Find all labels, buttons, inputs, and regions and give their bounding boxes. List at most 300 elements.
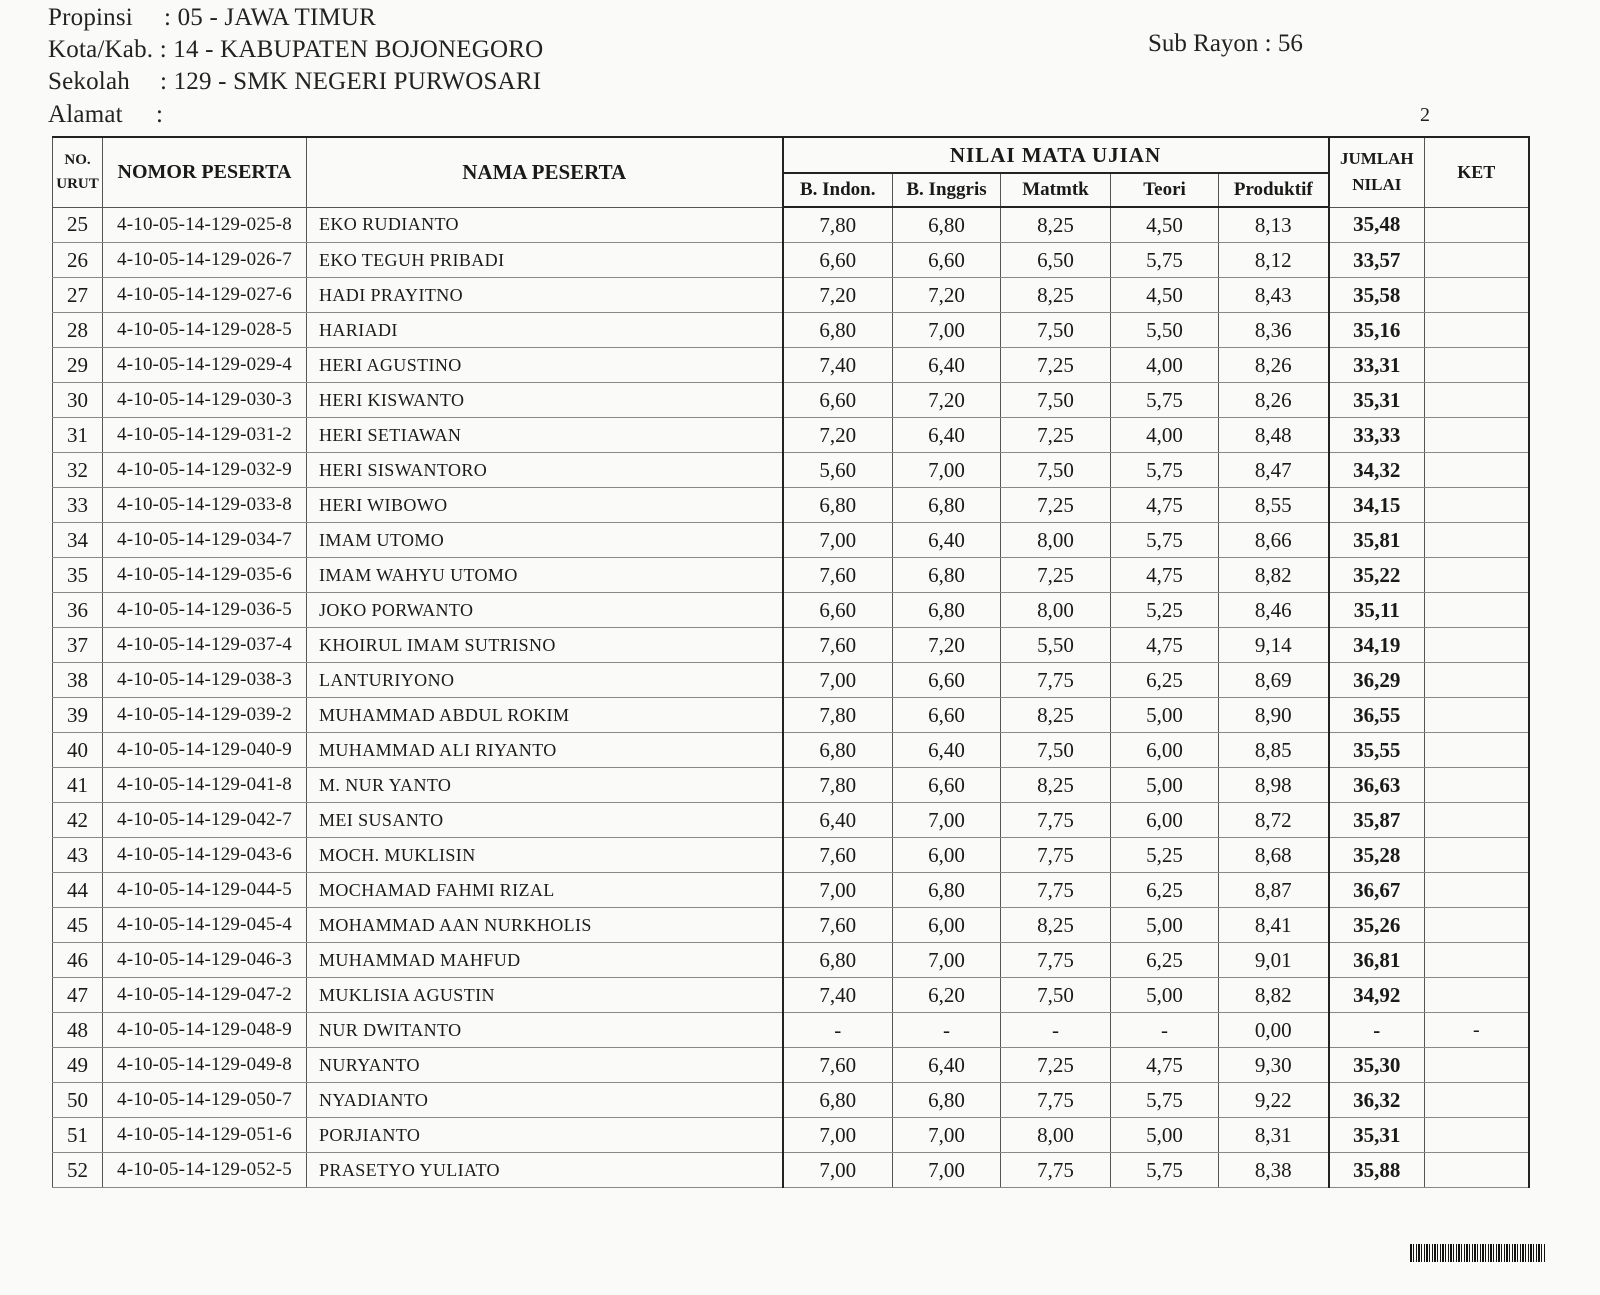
- row-jumlah-nilai: 36,63: [1329, 768, 1425, 803]
- row-matmtk: 8,25: [1001, 278, 1111, 313]
- row-teori: 4,50: [1111, 278, 1219, 313]
- row-nomor-peserta: 4-10-05-14-129-045-4: [103, 908, 307, 943]
- table-row: [53, 453, 1529, 488]
- row-b-indon: 7,00: [783, 1118, 893, 1153]
- row-b-indon: 7,60: [783, 838, 893, 873]
- row-no: 51: [53, 1118, 103, 1153]
- col-b-indon: B. Indon.: [783, 173, 893, 207]
- row-ket: [1425, 1048, 1529, 1083]
- row-teori: 5,50: [1111, 313, 1219, 348]
- row-teori: 5,00: [1111, 1118, 1219, 1153]
- row-jumlah-nilai: 35,81: [1329, 523, 1425, 558]
- row-b-indon: 6,40: [783, 803, 893, 838]
- row-produktif: 8,98: [1219, 768, 1329, 803]
- table-row: [53, 628, 1529, 663]
- row-matmtk: 8,00: [1001, 593, 1111, 628]
- table-row: [53, 1083, 1529, 1118]
- propinsi-line: [48, 4, 376, 32]
- row-produktif: 9,01: [1219, 943, 1329, 978]
- row-teori: 5,75: [1111, 1083, 1219, 1118]
- row-nama-peserta: MUKLISIA AGUSTIN: [307, 978, 783, 1013]
- kota-label: Kota/Kab. :: [48, 36, 167, 63]
- row-jumlah-nilai: 35,87: [1329, 803, 1425, 838]
- row-jumlah-nilai: 35,31: [1329, 383, 1425, 418]
- row-teori: 5,25: [1111, 593, 1219, 628]
- table-row: [53, 1013, 1529, 1048]
- row-produktif: 8,13: [1219, 207, 1329, 243]
- propinsi-label: Propinsi: [48, 4, 133, 31]
- row-nomor-peserta: 4-10-05-14-129-040-9: [103, 733, 307, 768]
- row-b-inggris: 6,60: [893, 243, 1001, 278]
- row-no: 49: [53, 1048, 103, 1083]
- table-body: [53, 207, 1529, 1188]
- row-teori: 4,75: [1111, 558, 1219, 593]
- row-nomor-peserta: 4-10-05-14-129-028-5: [103, 313, 307, 348]
- sub-rayon: Sub Rayon : 56: [1148, 30, 1303, 57]
- table-row: [53, 313, 1529, 348]
- row-jumlah-nilai: 34,32: [1329, 453, 1425, 488]
- row-nomor-peserta: 4-10-05-14-129-046-3: [103, 943, 307, 978]
- row-jumlah-nilai: 36,67: [1329, 873, 1425, 908]
- row-teori: 4,75: [1111, 1048, 1219, 1083]
- row-no: 29: [53, 348, 103, 383]
- col-teori: Teori: [1111, 173, 1219, 207]
- row-produktif: 0,00: [1219, 1013, 1329, 1048]
- row-no: 36: [53, 593, 103, 628]
- row-produktif: 8,31: [1219, 1118, 1329, 1153]
- sekolah-label: Sekolah: [48, 68, 130, 95]
- table-row: [53, 1048, 1529, 1083]
- row-nama-peserta: MUHAMMAD MAHFUD: [307, 943, 783, 978]
- row-nomor-peserta: 4-10-05-14-129-052-5: [103, 1153, 307, 1188]
- row-nama-peserta: MOCH. MUKLISIN: [307, 838, 783, 873]
- row-b-inggris: 6,00: [893, 908, 1001, 943]
- row-teori: 5,00: [1111, 698, 1219, 733]
- row-matmtk: 5,50: [1001, 628, 1111, 663]
- col-nama-peserta: NAMA PESERTA: [307, 137, 783, 207]
- row-b-inggris: 6,40: [893, 733, 1001, 768]
- row-nomor-peserta: 4-10-05-14-129-025-8: [103, 207, 307, 243]
- row-matmtk: 7,75: [1001, 803, 1111, 838]
- row-b-indon: 7,00: [783, 663, 893, 698]
- row-b-inggris: 6,40: [893, 348, 1001, 383]
- row-ket: [1425, 1118, 1529, 1153]
- row-b-inggris: 6,60: [893, 768, 1001, 803]
- col-matmtk: Matmtk: [1001, 173, 1111, 207]
- row-nomor-peserta: 4-10-05-14-129-037-4: [103, 628, 307, 663]
- row-ket: [1425, 243, 1529, 278]
- row-no: 34: [53, 523, 103, 558]
- row-jumlah-nilai: 35,26: [1329, 908, 1425, 943]
- row-b-inggris: 7,00: [893, 803, 1001, 838]
- row-nama-peserta: MOHAMMAD AAN NURKHOLIS: [307, 908, 783, 943]
- row-ket: [1425, 663, 1529, 698]
- row-b-inggris: 7,00: [893, 1118, 1001, 1153]
- row-matmtk: 6,50: [1001, 243, 1111, 278]
- row-produktif: 8,48: [1219, 418, 1329, 453]
- row-jumlah-nilai: 34,92: [1329, 978, 1425, 1013]
- table-row: [53, 838, 1529, 873]
- row-b-indon: 7,60: [783, 628, 893, 663]
- row-produktif: 8,26: [1219, 348, 1329, 383]
- row-b-indon: 6,80: [783, 313, 893, 348]
- row-produktif: 8,87: [1219, 873, 1329, 908]
- row-matmtk: 8,00: [1001, 1118, 1111, 1153]
- table-row: [53, 873, 1529, 908]
- table-row: [53, 733, 1529, 768]
- row-b-indon: 7,40: [783, 978, 893, 1013]
- alamat-value: :: [156, 101, 164, 128]
- row-no: 26: [53, 243, 103, 278]
- row-nama-peserta: NYADIANTO: [307, 1083, 783, 1118]
- row-nama-peserta: MUHAMMAD ABDUL ROKIM: [307, 698, 783, 733]
- row-no: 27: [53, 278, 103, 313]
- table-row: [53, 418, 1529, 453]
- row-no: 37: [53, 628, 103, 663]
- table-row: [53, 663, 1529, 698]
- row-b-inggris: 6,80: [893, 207, 1001, 243]
- row-jumlah-nilai: 35,22: [1329, 558, 1425, 593]
- table-row: [53, 207, 1529, 243]
- row-ket: [1425, 313, 1529, 348]
- sekolah-value: : 129 - SMK NEGERI PURWOSARI: [160, 68, 542, 95]
- row-ket: [1425, 383, 1529, 418]
- alamat-line: [48, 101, 163, 129]
- row-nama-peserta: IMAM UTOMO: [307, 523, 783, 558]
- row-produktif: 8,90: [1219, 698, 1329, 733]
- row-ket: [1425, 1153, 1529, 1188]
- row-teori: 5,00: [1111, 768, 1219, 803]
- kota-value: 14 - KABUPATEN BOJONEGORO: [166, 36, 544, 63]
- row-nomor-peserta: 4-10-05-14-129-050-7: [103, 1083, 307, 1118]
- row-ket: [1425, 803, 1529, 838]
- row-nama-peserta: HERI AGUSTINO: [307, 348, 783, 383]
- row-no: 40: [53, 733, 103, 768]
- row-no: 33: [53, 488, 103, 523]
- row-teori: 5,75: [1111, 523, 1219, 558]
- row-produktif: 8,82: [1219, 978, 1329, 1013]
- row-matmtk: 7,25: [1001, 1048, 1111, 1083]
- row-nama-peserta: MUHAMMAD ALI RIYANTO: [307, 733, 783, 768]
- row-jumlah-nilai: 36,29: [1329, 663, 1425, 698]
- row-produktif: 8,46: [1219, 593, 1329, 628]
- row-b-indon: 6,80: [783, 488, 893, 523]
- row-b-inggris: -: [893, 1013, 1001, 1048]
- row-produktif: 8,36: [1219, 313, 1329, 348]
- row-produktif: 8,55: [1219, 488, 1329, 523]
- row-jumlah-nilai: 35,88: [1329, 1153, 1425, 1188]
- row-jumlah-nilai: 35,11: [1329, 593, 1425, 628]
- col-no-urut: NO. URUT: [53, 137, 103, 207]
- row-no: 52: [53, 1153, 103, 1188]
- row-b-inggris: 6,80: [893, 558, 1001, 593]
- row-teori: 6,25: [1111, 943, 1219, 978]
- row-nomor-peserta: 4-10-05-14-129-044-5: [103, 873, 307, 908]
- row-produktif: 8,38: [1219, 1153, 1329, 1188]
- row-nomor-peserta: 4-10-05-14-129-051-6: [103, 1118, 307, 1153]
- row-produktif: 8,68: [1219, 838, 1329, 873]
- row-b-inggris: 6,80: [893, 873, 1001, 908]
- score-table: [52, 136, 1530, 1188]
- row-no: 47: [53, 978, 103, 1013]
- row-ket: [1425, 418, 1529, 453]
- row-produktif: 8,47: [1219, 453, 1329, 488]
- row-b-indon: -: [783, 1013, 893, 1048]
- row-nama-peserta: HERI SISWANTORO: [307, 453, 783, 488]
- row-teori: 5,75: [1111, 453, 1219, 488]
- row-jumlah-nilai: 36,32: [1329, 1083, 1425, 1118]
- col-nilai-mata-ujian: NILAI MATA UJIAN: [783, 137, 1329, 173]
- row-matmtk: 7,75: [1001, 1083, 1111, 1118]
- row-b-indon: 6,60: [783, 593, 893, 628]
- row-nomor-peserta: 4-10-05-14-129-038-3: [103, 663, 307, 698]
- row-b-inggris: 7,00: [893, 1153, 1001, 1188]
- row-teori: 5,75: [1111, 383, 1219, 418]
- row-nomor-peserta: 4-10-05-14-129-033-8: [103, 488, 307, 523]
- row-produktif: 8,82: [1219, 558, 1329, 593]
- table-row: [53, 523, 1529, 558]
- table-row: [53, 243, 1529, 278]
- row-ket: [1425, 768, 1529, 803]
- col-nomor-peserta: NOMOR PESERTA: [103, 137, 307, 207]
- row-nama-peserta: NUR DWITANTO: [307, 1013, 783, 1048]
- row-nama-peserta: EKO TEGUH PRIBADI: [307, 243, 783, 278]
- row-matmtk: 7,25: [1001, 418, 1111, 453]
- row-nama-peserta: HARIADI: [307, 313, 783, 348]
- row-b-indon: 5,60: [783, 453, 893, 488]
- row-ket: [1425, 488, 1529, 523]
- row-no: 25: [53, 207, 103, 243]
- row-b-inggris: 6,40: [893, 523, 1001, 558]
- row-b-indon: 6,60: [783, 243, 893, 278]
- row-nama-peserta: NURYANTO: [307, 1048, 783, 1083]
- row-teori: 5,00: [1111, 908, 1219, 943]
- row-b-inggris: 6,80: [893, 593, 1001, 628]
- row-jumlah-nilai: 33,33: [1329, 418, 1425, 453]
- row-b-inggris: 6,60: [893, 698, 1001, 733]
- table-row: [53, 593, 1529, 628]
- row-b-indon: 6,60: [783, 383, 893, 418]
- alamat-label: Alamat: [48, 101, 123, 128]
- table-row: [53, 383, 1529, 418]
- row-nomor-peserta: 4-10-05-14-129-047-2: [103, 978, 307, 1013]
- row-matmtk: 7,75: [1001, 943, 1111, 978]
- row-matmtk: 7,75: [1001, 873, 1111, 908]
- row-ket: [1425, 348, 1529, 383]
- row-nomor-peserta: 4-10-05-14-129-048-9: [103, 1013, 307, 1048]
- row-ket: [1425, 698, 1529, 733]
- row-nama-peserta: IMAM WAHYU UTOMO: [307, 558, 783, 593]
- row-b-indon: 6,80: [783, 1083, 893, 1118]
- row-b-inggris: 6,80: [893, 488, 1001, 523]
- row-no: 50: [53, 1083, 103, 1118]
- row-no: 32: [53, 453, 103, 488]
- row-ket: [1425, 453, 1529, 488]
- table-row: [53, 348, 1529, 383]
- row-b-indon: 7,80: [783, 768, 893, 803]
- table-row: [53, 278, 1529, 313]
- row-matmtk: 7,50: [1001, 313, 1111, 348]
- row-b-indon: 6,80: [783, 733, 893, 768]
- row-b-indon: 7,80: [783, 207, 893, 243]
- row-nama-peserta: MEI SUSANTO: [307, 803, 783, 838]
- row-nomor-peserta: 4-10-05-14-129-042-7: [103, 803, 307, 838]
- row-ket: [1425, 628, 1529, 663]
- sekolah-line: [48, 68, 541, 96]
- row-teori: -: [1111, 1013, 1219, 1048]
- row-matmtk: 8,00: [1001, 523, 1111, 558]
- col-jumlah-nilai: JUMLAH NILAI: [1329, 137, 1425, 207]
- row-teori: 4,50: [1111, 207, 1219, 243]
- row-nomor-peserta: 4-10-05-14-129-026-7: [103, 243, 307, 278]
- row-nama-peserta: HERI WIBOWO: [307, 488, 783, 523]
- row-matmtk: 8,25: [1001, 908, 1111, 943]
- row-teori: 6,25: [1111, 873, 1219, 908]
- row-b-inggris: 6,80: [893, 1083, 1001, 1118]
- row-b-inggris: 7,20: [893, 383, 1001, 418]
- row-b-inggris: 7,20: [893, 628, 1001, 663]
- row-produktif: 8,41: [1219, 908, 1329, 943]
- row-matmtk: 7,50: [1001, 383, 1111, 418]
- row-matmtk: 8,25: [1001, 698, 1111, 733]
- row-jumlah-nilai: -: [1329, 1013, 1425, 1048]
- row-nomor-peserta: 4-10-05-14-129-039-2: [103, 698, 307, 733]
- row-b-inggris: 7,00: [893, 313, 1001, 348]
- row-nomor-peserta: 4-10-05-14-129-030-3: [103, 383, 307, 418]
- row-teori: 5,25: [1111, 838, 1219, 873]
- row-jumlah-nilai: 35,30: [1329, 1048, 1425, 1083]
- row-nomor-peserta: 4-10-05-14-129-031-2: [103, 418, 307, 453]
- col-produktif: Produktif: [1219, 173, 1329, 207]
- row-b-indon: 7,60: [783, 558, 893, 593]
- row-b-inggris: 6,40: [893, 418, 1001, 453]
- row-b-inggris: 6,40: [893, 1048, 1001, 1083]
- row-teori: 4,00: [1111, 418, 1219, 453]
- row-b-indon: 7,20: [783, 278, 893, 313]
- row-no: 41: [53, 768, 103, 803]
- row-no: 28: [53, 313, 103, 348]
- row-nomor-peserta: 4-10-05-14-129-041-8: [103, 768, 307, 803]
- page-number: 2: [1420, 104, 1430, 126]
- table-row: [53, 943, 1529, 978]
- row-b-indon: 7,60: [783, 908, 893, 943]
- row-b-inggris: 6,20: [893, 978, 1001, 1013]
- row-nama-peserta: PORJIANTO: [307, 1118, 783, 1153]
- row-ket: [1425, 558, 1529, 593]
- row-b-indon: 7,60: [783, 1048, 893, 1083]
- row-nomor-peserta: 4-10-05-14-129-029-4: [103, 348, 307, 383]
- row-ket: [1425, 207, 1529, 243]
- row-nomor-peserta: 4-10-05-14-129-032-9: [103, 453, 307, 488]
- table-row: [53, 488, 1529, 523]
- row-b-indon: 6,80: [783, 943, 893, 978]
- row-b-indon: 7,40: [783, 348, 893, 383]
- row-b-indon: 7,00: [783, 873, 893, 908]
- row-matmtk: -: [1001, 1013, 1111, 1048]
- table-row: [53, 768, 1529, 803]
- row-jumlah-nilai: 36,81: [1329, 943, 1425, 978]
- row-nama-peserta: HERI SETIAWAN: [307, 418, 783, 453]
- row-teori: 6,00: [1111, 803, 1219, 838]
- row-nomor-peserta: 4-10-05-14-129-035-6: [103, 558, 307, 593]
- row-ket: [1425, 593, 1529, 628]
- row-no: 39: [53, 698, 103, 733]
- row-nomor-peserta: 4-10-05-14-129-036-5: [103, 593, 307, 628]
- table-row: [53, 978, 1529, 1013]
- row-produktif: 8,66: [1219, 523, 1329, 558]
- row-produktif: 9,22: [1219, 1083, 1329, 1118]
- row-produktif: 8,69: [1219, 663, 1329, 698]
- row-produktif: 8,12: [1219, 243, 1329, 278]
- row-nama-peserta: HERI KISWANTO: [307, 383, 783, 418]
- row-nomor-peserta: 4-10-05-14-129-049-8: [103, 1048, 307, 1083]
- row-jumlah-nilai: 35,58: [1329, 278, 1425, 313]
- row-nomor-peserta: 4-10-05-14-129-043-6: [103, 838, 307, 873]
- kota-line: [48, 36, 543, 64]
- row-teori: 5,75: [1111, 243, 1219, 278]
- row-teori: 4,00: [1111, 348, 1219, 383]
- row-matmtk: 7,25: [1001, 558, 1111, 593]
- propinsi-value: : 05 - JAWA TIMUR: [164, 4, 377, 31]
- row-ket: -: [1425, 1013, 1529, 1048]
- row-ket: [1425, 523, 1529, 558]
- row-ket: [1425, 943, 1529, 978]
- barcode: [1410, 1244, 1546, 1262]
- row-no: 48: [53, 1013, 103, 1048]
- row-matmtk: 7,75: [1001, 1153, 1111, 1188]
- table-row: [53, 558, 1529, 593]
- table-row: [53, 698, 1529, 733]
- table-row: [53, 1153, 1529, 1188]
- row-ket: [1425, 1083, 1529, 1118]
- row-produktif: 8,72: [1219, 803, 1329, 838]
- table-row: [53, 803, 1529, 838]
- row-teori: 4,75: [1111, 628, 1219, 663]
- row-jumlah-nilai: 35,31: [1329, 1118, 1425, 1153]
- row-teori: 5,75: [1111, 1153, 1219, 1188]
- row-ket: [1425, 978, 1529, 1013]
- row-nama-peserta: MOCHAMAD FAHMI RIZAL: [307, 873, 783, 908]
- row-matmtk: 7,50: [1001, 453, 1111, 488]
- row-produktif: 8,26: [1219, 383, 1329, 418]
- row-b-indon: 7,20: [783, 418, 893, 453]
- row-teori: 5,00: [1111, 978, 1219, 1013]
- row-produktif: 9,14: [1219, 628, 1329, 663]
- row-no: 43: [53, 838, 103, 873]
- row-no: 45: [53, 908, 103, 943]
- row-no: 44: [53, 873, 103, 908]
- row-teori: 4,75: [1111, 488, 1219, 523]
- row-matmtk: 7,75: [1001, 838, 1111, 873]
- row-ket: [1425, 733, 1529, 768]
- row-jumlah-nilai: 34,15: [1329, 488, 1425, 523]
- row-ket: [1425, 908, 1529, 943]
- row-no: 35: [53, 558, 103, 593]
- row-jumlah-nilai: 35,55: [1329, 733, 1425, 768]
- row-b-indon: 7,00: [783, 1153, 893, 1188]
- row-nama-peserta: LANTURIYONO: [307, 663, 783, 698]
- row-jumlah-nilai: 35,28: [1329, 838, 1425, 873]
- row-nama-peserta: EKO RUDIANTO: [307, 207, 783, 243]
- row-nomor-peserta: 4-10-05-14-129-027-6: [103, 278, 307, 313]
- row-jumlah-nilai: 36,55: [1329, 698, 1425, 733]
- row-nama-peserta: JOKO PORWANTO: [307, 593, 783, 628]
- row-teori: 6,00: [1111, 733, 1219, 768]
- row-matmtk: 7,25: [1001, 488, 1111, 523]
- table-row: [53, 1118, 1529, 1153]
- row-matmtk: 7,25: [1001, 348, 1111, 383]
- col-ket: KET: [1425, 137, 1529, 207]
